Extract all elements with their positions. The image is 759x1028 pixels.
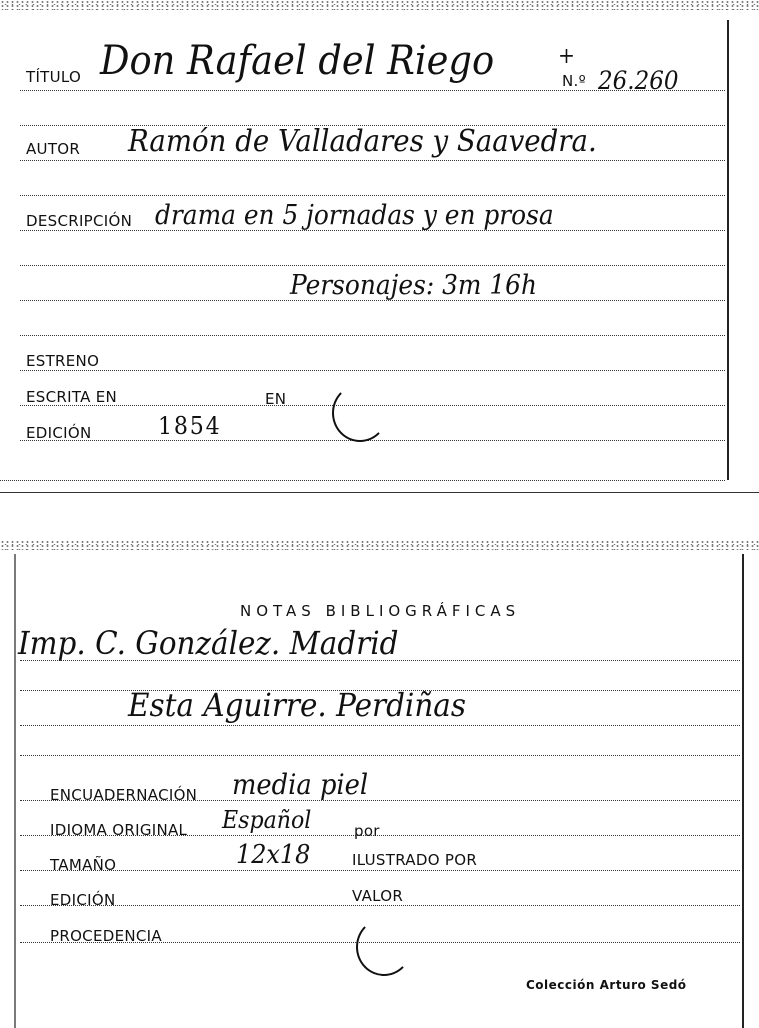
card-right-border: [742, 554, 744, 1028]
edicion-value: 1854: [158, 412, 222, 440]
escrita-en-label: ESCRITA EN: [26, 388, 118, 406]
notas-heading: NOTAS BIBLIOGRÁFICAS: [240, 602, 521, 620]
tamano-label: TAMAÑO: [50, 856, 117, 874]
stamp-circle: [332, 384, 388, 442]
rule-estreno: [20, 370, 725, 371]
edicion-label: EDICIÓN: [26, 424, 92, 442]
titulo-value: Don Rafael del Riego: [100, 38, 495, 84]
en-label: EN: [265, 390, 287, 408]
idioma-label: IDIOMA ORIGINAL: [50, 821, 188, 839]
notes-line-2: Esta Aguirre. Perdiñas: [128, 686, 466, 724]
catalog-card-back: [0, 540, 759, 1028]
rule: [20, 725, 740, 726]
notes-line-1: Imp. C. González. Madrid: [18, 624, 399, 662]
encuadernacion-label: ENCUADERNACIÓN: [50, 786, 198, 804]
autor-value: Ramón de Valladares y Saavedra.: [128, 124, 597, 159]
personajes-value: Personajes: 3m 16h: [290, 270, 537, 301]
encuadernacion-value: media piel: [232, 768, 369, 801]
rule: [20, 195, 725, 196]
numero-label: N.º: [562, 72, 586, 90]
card-top-edge: [0, 540, 759, 550]
autor-label: AUTOR: [26, 140, 81, 158]
cards-separator: [0, 492, 759, 493]
card-left-border: [14, 554, 16, 1028]
rule-bottom: [0, 480, 725, 481]
numero-value: 26.260: [598, 66, 679, 95]
idioma-value: Español: [222, 806, 312, 834]
rule-edicion: [20, 440, 725, 441]
collection-credit: Colección Arturo Sedó: [526, 978, 687, 992]
catalog-card-front: [0, 0, 759, 490]
card-right-border: [727, 20, 729, 480]
titulo-label: TÍTULO: [26, 68, 82, 86]
ilustrado-label: ILUSTRADO POR: [352, 851, 478, 869]
estreno-label: ESTRENO: [26, 352, 100, 370]
por-label: por: [354, 822, 380, 840]
rule-edicion: [20, 905, 740, 906]
descripcion-value: drama en 5 jornadas y en prosa: [155, 200, 554, 231]
valor-label: VALOR: [352, 887, 404, 905]
descripcion-label: DESCRIPCIÓN: [26, 212, 133, 230]
rule: [20, 335, 725, 336]
rule: [20, 265, 725, 266]
number-mark: +: [558, 44, 575, 69]
stamp-circle: [356, 918, 412, 976]
edicion-label: EDICIÓN: [50, 891, 116, 909]
card-top-edge: [0, 0, 759, 10]
rule-tamano: [20, 870, 740, 871]
procedencia-label: PROCEDENCIA: [50, 927, 162, 945]
rule-autor: [20, 160, 725, 161]
tamano-value: 12x18: [236, 840, 311, 870]
rule: [20, 755, 740, 756]
